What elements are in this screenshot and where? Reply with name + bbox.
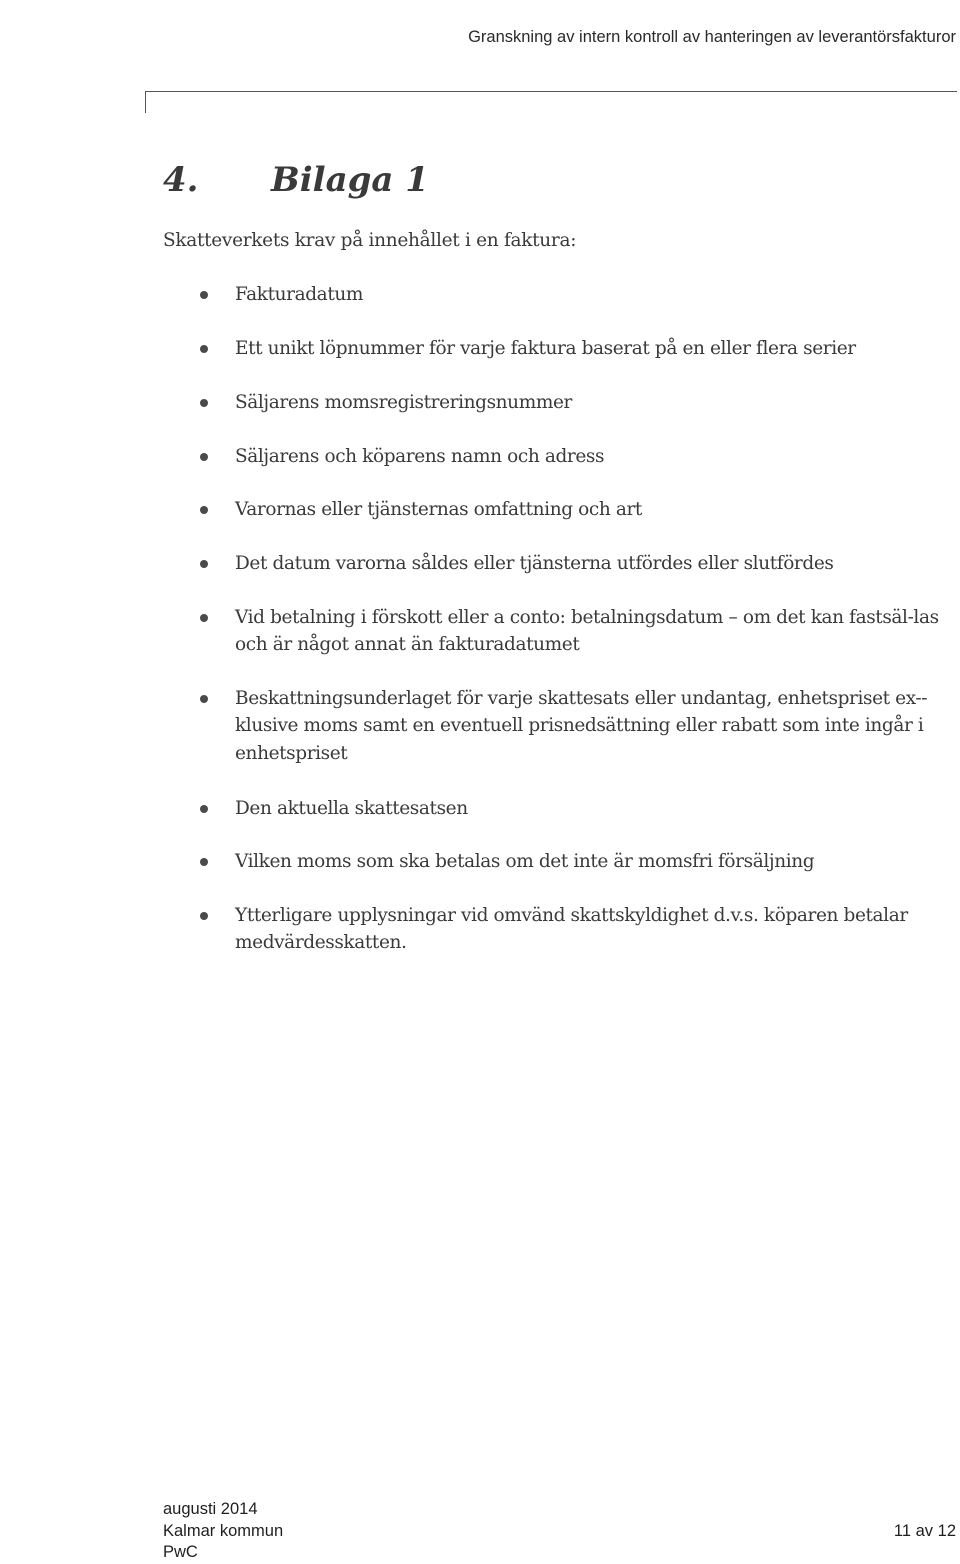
bullet-icon (200, 912, 208, 920)
list-item (235, 902, 957, 957)
bullet-icon (200, 858, 208, 866)
intro-text: Skatteverkets krav på innehållet i en faktura: (163, 230, 577, 251)
bullet-icon (200, 345, 208, 353)
list-item-text: Ytterligare upplysningar vid omvänd skattskyldighet d.v.s. köparen betalar medvärdesskatten. (235, 905, 908, 954)
list-item-text: Varornas eller tjänsternas omfattning och art (235, 499, 642, 520)
footer-page-number: 11 av 12 (893, 1522, 956, 1540)
bullet-icon (200, 560, 208, 568)
list-item (235, 848, 957, 875)
bullet-icon (200, 695, 208, 703)
footer-date: augusti 2014 (163, 1500, 258, 1518)
header-rule-tick (145, 91, 146, 113)
bullet-icon (200, 614, 208, 622)
list-item-text: Ett unikt löpnummer för varje faktura baserat på en eller flera serier (235, 338, 856, 359)
list-item-text: Den aktuella skattesatsen (235, 798, 468, 819)
list-item (235, 604, 957, 659)
section-title-text: Bilaga 1 (271, 160, 429, 200)
footer (163, 1499, 283, 1564)
list-item-text: Fakturadatum (235, 284, 364, 305)
running-header-title: Granskning av intern kontroll av hanteringen av leverantörsfakturor (468, 28, 956, 46)
list-item-text: Vilken moms som ska betalas om det inte är momsfri försäljning (235, 851, 815, 872)
list-item (235, 496, 957, 523)
list-item-text: Vid betalning i förskott eller a conto: betalningsdatum – om det kan fastsäl-las och är något annat än fakturadatumet (235, 607, 939, 656)
section-number: 4. (163, 160, 199, 200)
list-item (235, 795, 957, 822)
bullet-icon (200, 399, 208, 407)
section-title (163, 160, 429, 200)
list-item (235, 685, 957, 767)
bullet-icon (200, 291, 208, 299)
bullet-icon (200, 506, 208, 514)
list-item (235, 281, 957, 308)
list-item (235, 443, 957, 470)
footer-firm: PwC (163, 1543, 198, 1561)
header-rule (145, 91, 957, 92)
list-item-text: Beskattningsunderlaget för varje skattesats eller undantag, enhetspriset ex-klusive moms samt en eventuell prisnedsättning eller rabatt som inte ingår i enhetspriset (235, 688, 928, 764)
footer-client: Kalmar kommun (163, 1521, 284, 1540)
list-item-text: Säljarens och köparens namn och adress (235, 446, 605, 467)
list-item (235, 389, 957, 416)
bullet-icon (200, 805, 208, 813)
list-item-text: Säljarens momsregistreringsnummer (235, 392, 572, 413)
bullet-icon (200, 453, 208, 461)
list-item-text: Det datum varorna såldes eller tjänsterna utfördes eller slutfördes (235, 553, 834, 574)
list-item (235, 335, 957, 362)
list-item (235, 550, 957, 577)
